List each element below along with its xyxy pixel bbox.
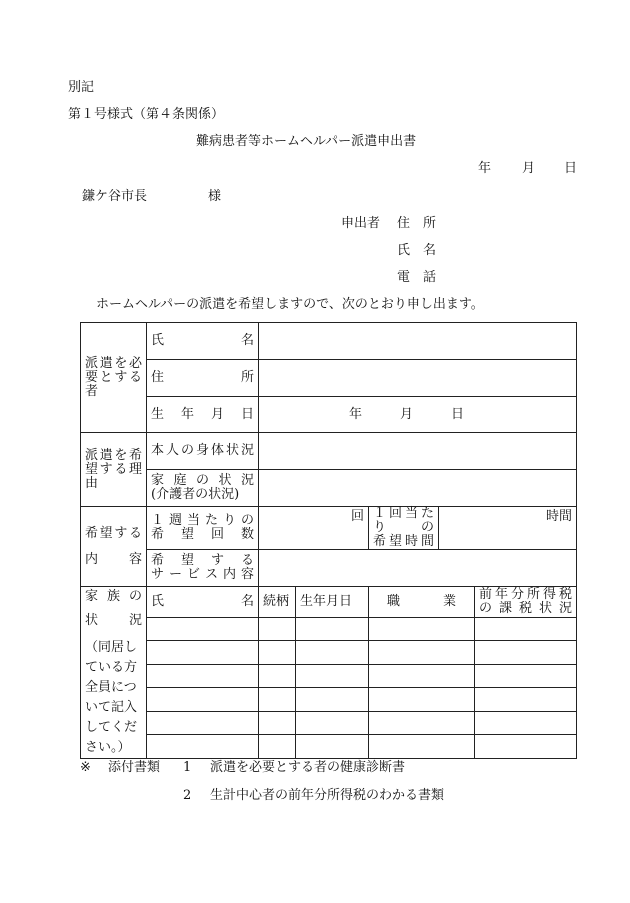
family-relation-cell[interactable] bbox=[259, 617, 296, 641]
family-condition-label bbox=[147, 470, 259, 507]
desired-service-line2: サービス内容 bbox=[151, 567, 254, 582]
dob-month-label: 月 bbox=[400, 406, 414, 422]
attachment-2-text: 生計中心者の前年分所得税のわかる書類 bbox=[210, 788, 445, 803]
section-family-line1: 家族の bbox=[85, 589, 142, 604]
attachment-2-number: 2 bbox=[183, 788, 192, 803]
section-family-note: （同居している方全員について記入してください。） bbox=[85, 640, 138, 755]
addressee: 鎌ケ谷市長 bbox=[82, 189, 148, 204]
family-relation-cell[interactable] bbox=[259, 711, 296, 735]
col-tax-line1: 前年分所得税 bbox=[479, 586, 573, 602]
weekly-frequency-field[interactable] bbox=[259, 507, 369, 550]
date-year-label: 年 bbox=[478, 161, 492, 176]
applicant-name-label: 氏 名 bbox=[397, 243, 437, 258]
desired-service-line1: 希望する bbox=[151, 553, 254, 568]
family-dob-cell[interactable] bbox=[296, 617, 369, 641]
col-dob-header: 生年月日 bbox=[296, 587, 369, 618]
per-visit-hours-field[interactable] bbox=[439, 507, 577, 550]
family-tax-cell[interactable] bbox=[475, 664, 577, 688]
form-number: 第１号様式（第４条関係） bbox=[68, 107, 225, 122]
family-job-cell[interactable] bbox=[369, 664, 475, 688]
family-dob-cell[interactable] bbox=[296, 735, 369, 759]
family-dob-cell[interactable] bbox=[296, 641, 369, 665]
date-day-label: 日 bbox=[564, 161, 578, 176]
col-name-header: 氏名 bbox=[147, 587, 259, 618]
family-dob-cell[interactable] bbox=[296, 664, 369, 688]
per-visit-hours-line2: 希望時間 bbox=[373, 534, 434, 549]
applicant-phone-label: 電 話 bbox=[397, 270, 437, 285]
person-dob-label: 生年月日 bbox=[147, 397, 259, 433]
section-person-label: 派遣を必要とする者 bbox=[81, 323, 147, 433]
section-reason-label: 派遣を希望する理由 bbox=[81, 433, 147, 507]
family-dob-cell[interactable] bbox=[296, 711, 369, 735]
section-request-line2: 内容 bbox=[85, 551, 142, 567]
family-condition-field[interactable] bbox=[259, 470, 577, 507]
attachment-1-number: 1 bbox=[183, 760, 192, 775]
family-job-cell[interactable] bbox=[369, 711, 475, 735]
family-name-cell[interactable] bbox=[147, 664, 259, 688]
family-condition-text: 家庭の状況 bbox=[151, 473, 254, 488]
date-month-label: 月 bbox=[522, 161, 536, 176]
section-request-label bbox=[81, 507, 147, 587]
intro-text: ホームヘルパーの派遣を希望しますので、次のとおり申し出ます。 bbox=[96, 297, 484, 312]
family-name-cell[interactable] bbox=[147, 711, 259, 735]
weekly-frequency-label bbox=[147, 507, 259, 550]
family-job-cell[interactable] bbox=[369, 688, 475, 712]
family-dob-cell[interactable] bbox=[296, 688, 369, 712]
appendix-label: 別記 bbox=[68, 80, 95, 95]
weekly-frequency-line1: １週当たりの bbox=[151, 513, 254, 528]
dob-year-label: 年 bbox=[349, 406, 363, 422]
weekly-frequency-line2: 希望回数 bbox=[151, 527, 254, 542]
person-name-field[interactable] bbox=[259, 323, 577, 360]
family-job-cell[interactable] bbox=[369, 735, 475, 759]
family-relation-cell[interactable] bbox=[259, 688, 296, 712]
family-name-cell[interactable] bbox=[147, 617, 259, 641]
col-relation-header: 続柄 bbox=[259, 587, 296, 618]
family-relation-cell[interactable] bbox=[259, 641, 296, 665]
caregiver-note: (介護者の状況) bbox=[151, 487, 240, 502]
application-form-table bbox=[80, 322, 577, 759]
applicant-address-label: 住 所 bbox=[397, 216, 437, 231]
family-tax-cell[interactable] bbox=[475, 735, 577, 759]
col-tax-line2: の課税状況 bbox=[479, 600, 573, 616]
person-address-label: 住所 bbox=[147, 360, 259, 397]
col-job-header: 職業 bbox=[369, 587, 475, 618]
times-unit: 回 bbox=[350, 509, 364, 524]
family-tax-cell[interactable] bbox=[475, 711, 577, 735]
note-mark: ※ bbox=[80, 760, 91, 775]
hours-unit: 時間 bbox=[546, 509, 573, 524]
person-address-field[interactable] bbox=[259, 360, 577, 397]
physical-condition-label: 本人の身体状況 bbox=[147, 433, 259, 470]
honorific: 様 bbox=[208, 189, 222, 204]
dob-day-label: 日 bbox=[451, 406, 465, 422]
family-tax-cell[interactable] bbox=[475, 617, 577, 641]
col-tax-header bbox=[475, 587, 577, 618]
family-name-cell[interactable] bbox=[147, 735, 259, 759]
section-family-line2: 状況 bbox=[85, 613, 142, 628]
desired-service-field[interactable] bbox=[259, 550, 577, 587]
family-name-cell[interactable] bbox=[147, 688, 259, 712]
family-tax-cell[interactable] bbox=[475, 688, 577, 712]
attachment-1-text: 派遣を必要とする者の健康診断書 bbox=[210, 760, 406, 775]
family-job-cell[interactable] bbox=[369, 641, 475, 665]
page-title: 難病患者等ホームヘルパー派遣申出書 bbox=[196, 134, 417, 149]
family-job-cell[interactable] bbox=[369, 617, 475, 641]
per-visit-hours-line1: １回当たりの bbox=[373, 506, 434, 535]
person-name-label: 氏名 bbox=[147, 323, 259, 360]
family-tax-cell[interactable] bbox=[475, 641, 577, 665]
section-request-line1: 希望する bbox=[85, 525, 142, 541]
section-family-label bbox=[81, 587, 147, 759]
attachments-label: 添付書類 bbox=[108, 760, 161, 775]
physical-condition-field[interactable] bbox=[259, 433, 577, 470]
desired-service-label bbox=[147, 550, 259, 587]
family-relation-cell[interactable] bbox=[259, 735, 296, 759]
family-name-cell[interactable] bbox=[147, 641, 259, 665]
per-visit-hours-label bbox=[369, 507, 439, 550]
family-relation-cell[interactable] bbox=[259, 664, 296, 688]
applicant-label: 申出者 bbox=[341, 216, 381, 231]
person-dob-field[interactable] bbox=[259, 397, 577, 433]
